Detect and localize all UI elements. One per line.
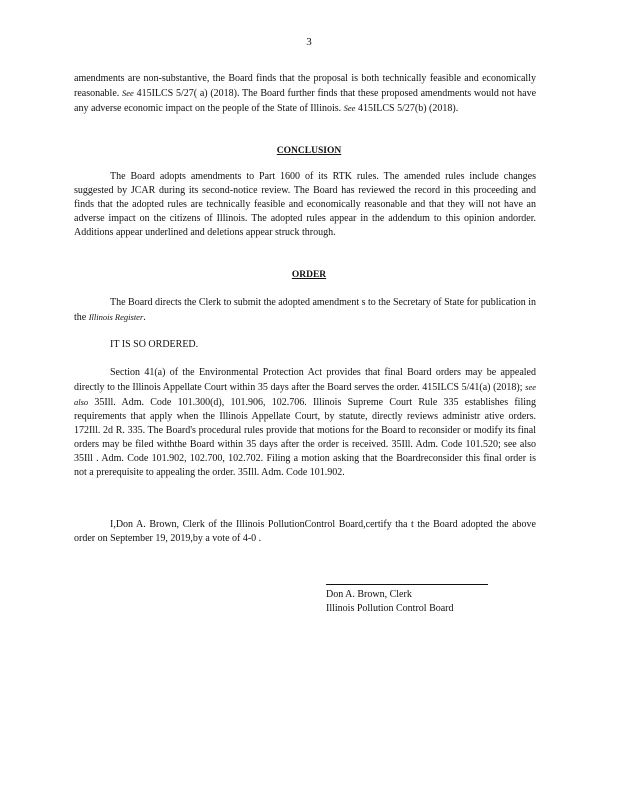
intro-text-2: 415ILCS 5/27( a) (2018). The Board further finds that these proposed amendments would not have any adverse economic impact on the people of the State of Illinois. <box>74 88 537 114</box>
order-text-1: The Board directs the Clerk to submit the adopted amendment s to the Secretary of State for publication in the <box>74 297 536 323</box>
appeal-text-1: Section 41(a) of the Environmental Protection Act provides that final Board orders may be appealed directly to the Illinois Appellate Court within 35 days after the Board serves the order. 415ILCS 5/41(a) (2018); <box>74 367 536 393</box>
see-also-citation: see also <box>74 382 536 407</box>
see-citation-2: See <box>343 103 356 113</box>
order-text-2: . <box>143 312 146 323</box>
certification-text: I,Don A. Brown, Clerk of the Illinois PollutionControl Board,certify tha t the Board adopted the above order on September 19, 2019,by a vote of 4-0 . <box>74 519 536 544</box>
conclusion-paragraph <box>74 170 536 240</box>
signatory-name: Don A. Brown, Clerk <box>326 589 412 600</box>
intro-paragraph <box>74 72 536 116</box>
signatory-organization: Illinois Pollution Control Board <box>326 603 454 614</box>
appeal-text-2: 35Ill. Adm. Code 101.300(d), 101.906, 102.706. Illinois Supreme Court Rule 335 establishes filing requirements that apply when the Illinois Appellate Court, by statute, directly reviews administr ative orders. 172Ill. 2d R. 335. The Board's procedural rules provide that motions for the Board to reconsider or modify its final orders may be filed withthe Board within 35 days after the order is received. 35Ill. Adm. Code 101.520; see also 35Ill . Adm. Code 101.902, 102.700, 102.702. Filing a motion asking that the Boardreconsider this final order is not a prerequisite to appealing the order. 35Ill. Adm. Code 101.902. <box>74 397 537 478</box>
order-heading: ORDER <box>291 270 327 280</box>
intro-text-3: 415ILCS 5/27(b) (2018). <box>357 103 459 114</box>
conclusion-heading: CONCLUSION <box>276 146 342 156</box>
certification-paragraph <box>74 518 536 546</box>
order-paragraph <box>74 296 536 325</box>
intro-text-1: amendments are non-substantive, the Board finds that the proposal is both technically feasible and economically reasonable. <box>74 73 536 99</box>
signature-block <box>326 588 454 616</box>
appeal-paragraph <box>74 366 536 480</box>
illinois-register-title: Illinois Register <box>88 312 144 322</box>
so-ordered-text: IT IS SO ORDERED. <box>110 339 199 350</box>
page-number: 3 <box>306 36 312 48</box>
signature-line <box>326 584 488 585</box>
see-citation-1: See <box>122 88 134 98</box>
so-ordered-line <box>74 338 536 352</box>
conclusion-text: The Board adopts amendments to Part 1600 of its RTK rules. The amended rules include changes suggested by JCAR during its second-notice review. The Board has reviewed the record in this proceeding and finds that the adopted rules are technically feasible and economically reasonable and that they will not have an adverse impact on the citizens of Illinois. The adopted rules appear in the addendum to this opinion andorder. Additions appear underlined and deletions appear struck through. <box>74 171 536 238</box>
